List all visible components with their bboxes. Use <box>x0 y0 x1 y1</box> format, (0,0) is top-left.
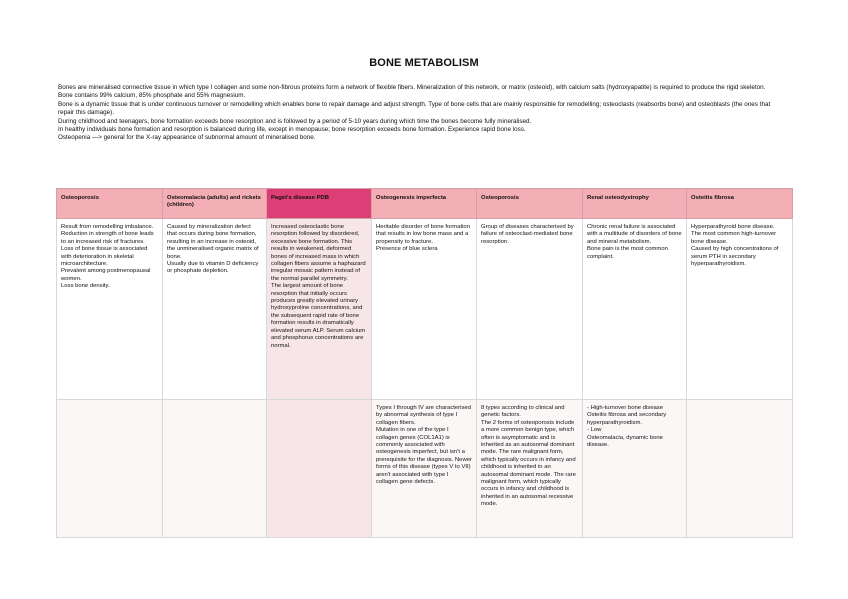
intro-text <box>58 84 778 143</box>
column-header-osteopetrosis: Osteoporosis <box>477 189 583 219</box>
cell-text-line: Hyperparathyroid bone disease. <box>691 224 775 230</box>
cell-text-line: The most common high-turnover bone disease. <box>691 231 777 245</box>
cell-text-line: Prevalent among postmenopausal women. <box>61 268 151 282</box>
table-cell <box>267 400 372 538</box>
cell-text-line: Types I through IV are characterised by abnormal synthesis of type I collagen fibers. <box>376 405 471 426</box>
cell-text-line: Chronic renal failure is associated with a multitude of disorders of bone and mineral metabolism. <box>587 224 682 245</box>
table-row <box>57 219 793 400</box>
column-header-renal-osteodystrophy: Renal osteodystrophy <box>583 189 687 219</box>
cell-text-line: - High-turnover bone disease Osteitis fibrosa and secondary hyperparathyroidism. <box>587 405 667 426</box>
table-row <box>57 400 793 538</box>
column-header-osteitis-fibrosa: Osteitis fibrosa <box>687 189 793 219</box>
column-header-pagets-disease: Paget's disease PDB <box>267 189 372 219</box>
cell-text-line: The largest amount of bone resorption that initially occurs produces greatly elevated urinary hydroxyproline concentrations, and the subsequent rapid rate of bone formation results in dramatically elevated serum ALP. Serum calcium and phosphorus concentrations are normal. <box>271 283 366 349</box>
intro-paragraph: Osteopenia —> general for the X-ray appearance of subnormal amount of mineralised bone. <box>58 134 316 142</box>
table-header-row <box>57 189 793 219</box>
table-cell <box>163 400 267 538</box>
table-cell <box>267 219 372 400</box>
bone-disease-table <box>56 188 793 538</box>
table-cell <box>477 219 583 400</box>
table-cell <box>372 400 477 538</box>
cell-text-line: Mutation in one of the type I collagen genes (COL1A1) is commonly associated with osteogenesis imperfect, but isn't a prerequisite for the diagnosis. Newer forms of this disease (types V to VII) aren't associated with type I collagen gene defects. <box>376 427 472 486</box>
cell-text-line: Reduction in strength of bone leads to an increased risk of fractures. <box>61 231 154 245</box>
intro-paragraph: In healthy individuals bone formation and resorption is balanced during life, except in menopause; bone resorption exceeds bone formation. Experience rapid bone loss. <box>58 126 526 134</box>
table-cell <box>687 219 793 400</box>
table-cell <box>372 219 477 400</box>
table-cell <box>57 400 163 538</box>
intro-paragraph: Bone contains 99% calcium, 85% phosphate and 55% magnesium. <box>58 92 246 100</box>
cell-text-line: Result from remodelling imbalance. <box>61 224 154 230</box>
cell-text-line: Increased osteoclastic bone resorption followed by disordered, excessive bone formation. This results in weakened, deformed bones of increased mass in which collagen fibers assume a haphazard irregular mosaic pattern instead of the normal parallel symmetry. <box>271 224 366 282</box>
cell-text-line: Group of diseases characterised by failure of osteoclast-mediated bone resorption. <box>481 224 574 245</box>
table-cell <box>583 219 687 400</box>
table-cell <box>687 400 793 538</box>
cell-text-line: - Low <box>587 427 602 434</box>
cell-text-line: Loss bone density. <box>61 283 110 290</box>
cell-text-line: Caused by high concentrations of serum PTH in secondary hyperparathyroidism. <box>691 246 779 268</box>
table-cell <box>57 219 163 400</box>
cell-text-line: Caused by mineralization defect that occurs during bone formation, resulting in an increase in osteoid, the unmineralised organic matrix of bone. <box>167 224 259 260</box>
cell-text-line: Heritable disorder of bone formation that results in low bone mass and a propensity to fracture. <box>376 224 470 245</box>
cell-text-line: Loss of bone tissue is associated with deterioration in skeletal microarchitecture. <box>61 246 148 268</box>
column-header-osteoporosis: Osteoporosis <box>57 189 163 219</box>
intro-paragraph: Bone is a dynamic tissue that is under continuous turnover or remodelling which enables bone to repair damage and adjust strength. Type of bone cells that are mainly responsible for remodelling; osteoclasts (reabsorbs bone) and osteoblasts (the ones that repair this damage). <box>58 100 771 117</box>
cell-text-line: Bone pain is the most common complaint. <box>587 246 668 260</box>
column-header-osteomalacia: Osteomalacia (adults) and rickets (children) <box>163 189 267 219</box>
intro-paragraph: During childhood and teenagers, bone formation exceeds bone resorption and is followed by a period of 5-10 years during which time the bones become fully mineralised. <box>58 117 532 125</box>
table-cell <box>583 400 687 538</box>
intro-paragraph: Bones are mineralised connective tissue in which type I collagen and some non-fibrous proteins form a network of flexible fibers. Mineralization of this network, or matrix (osteoid), with calcium salts (hydroxyapatite) is required to produce the rigid skeleton. <box>58 84 766 91</box>
table-cell <box>163 219 267 400</box>
table-cell <box>477 400 583 538</box>
cell-text-line: Osteomalacia, dynamic bone disease. <box>587 434 663 449</box>
cell-text-line: 8 types according to clinical and genetic factors. <box>481 405 565 419</box>
cell-text-line: The 2 forms of osteoporosis include a more common benign type, which often is asymptomatic and is inherited as an autosomal dominant mode. The rare malignant form, which typically occurs in infancy and childhood is inherited in an autosomal dominant mode. The rare malignant form, which typically occurs in infancy and childhood is inherited in an autosomal recessive mode. <box>481 419 576 508</box>
cell-text-line: Presence of blue sclera <box>376 246 438 253</box>
page-title: BONE METABOLISM <box>369 57 479 69</box>
column-header-osteogenesis-imperfecta: Osteogenesis imperfecta <box>372 189 477 219</box>
cell-text-line: Usually due to vitamin D deficiency or phosphate depletion. <box>167 261 259 275</box>
